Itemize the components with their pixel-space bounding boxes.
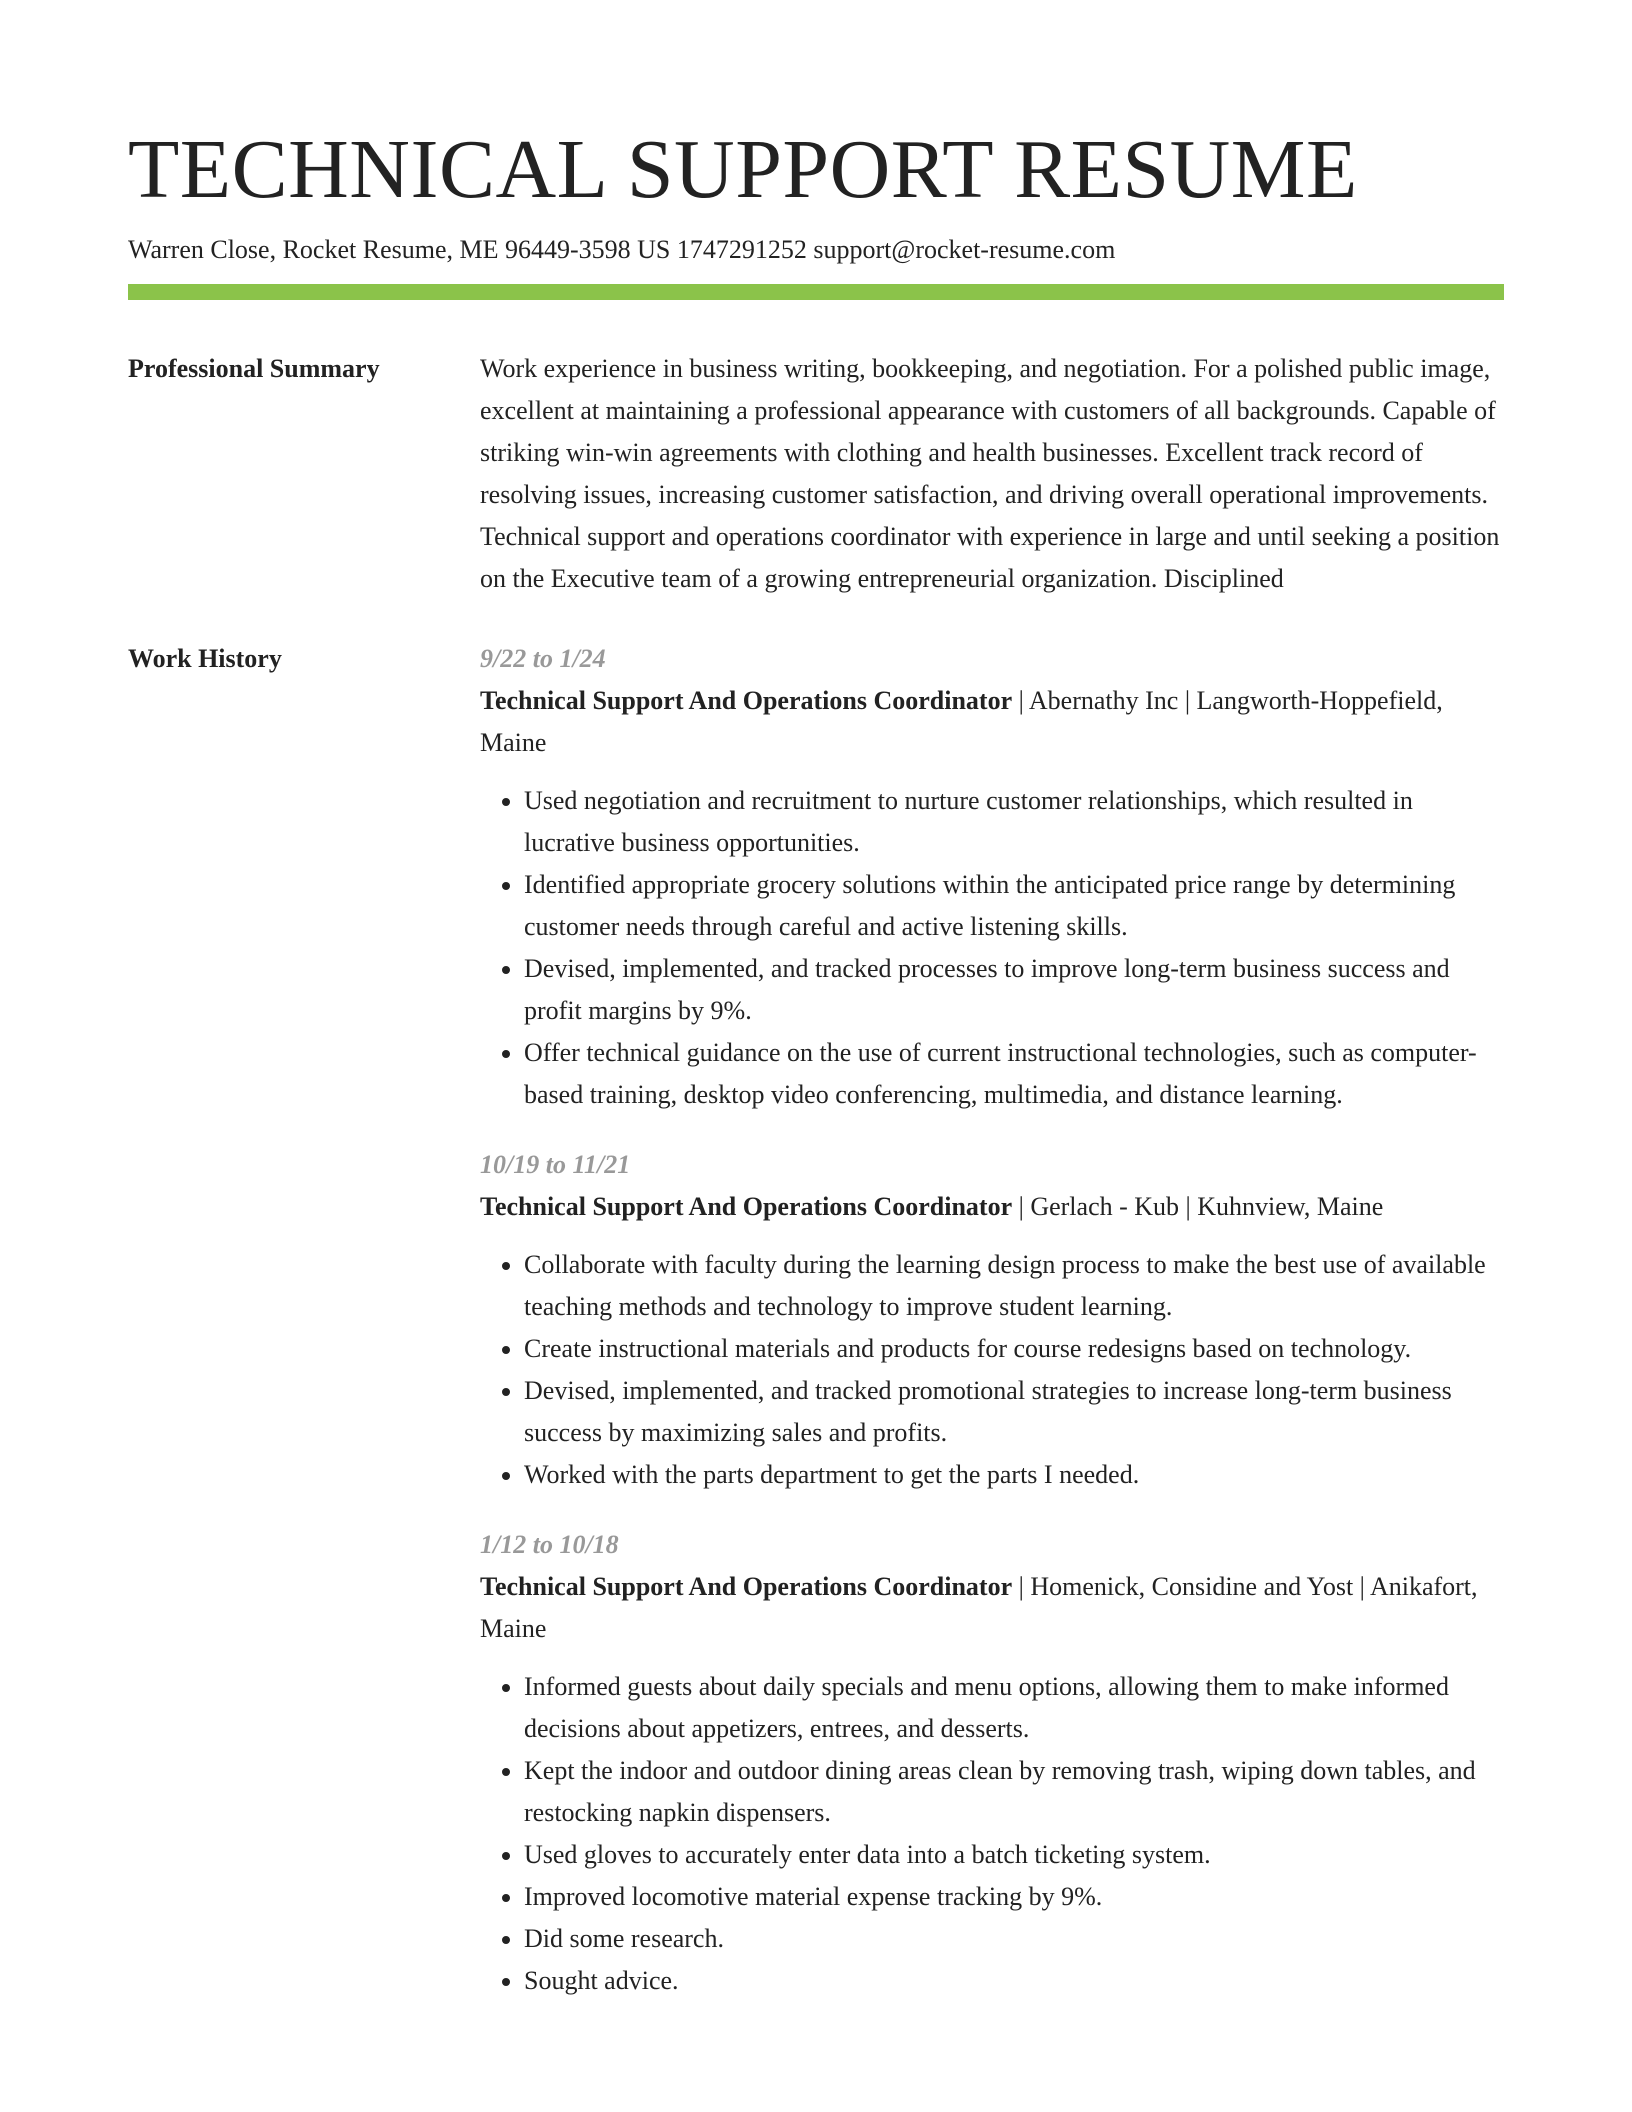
job-dates: 1/12 to 10/18 [480,1530,619,1559]
job-entry [480,1144,1504,1496]
job-bullet: • Sought advice. [524,1960,1504,2002]
summary-text: Work experience in business writing, bookkeeping, and negotiation. For a polished public image, excellent at maintaining a professional appearance with customers of all backgrounds. Capable of striking win-win agreements with clothing and health businesses. Excellent track record of resolving issues, increasing customer satisfaction, and driving overall operational improvements. Technical support and operations coordinator with experience in large and until seeking a position on the Executive team of a growing entrepreneurial organization. Disciplined [480,354,1500,593]
job-title: Technical Support And Operations Coordinator [480,1192,1013,1221]
job-bullet: • Used gloves to accurately enter data into a batch ticketing system. [524,1834,1504,1876]
job-bullet: • Informed guests about daily specials and menu options, allowing them to make informed decisions about appetizers, entrees, and desserts. [524,1666,1504,1750]
resume-title: TECHNICAL SUPPORT RESUME [128,123,1358,216]
job-title: Technical Support And Operations Coordinator [480,1572,1013,1601]
contact-line: Warren Close, Rocket Resume, ME 96449-3598 US 1747291252 support@rocket-resume.com [128,235,1116,264]
job-bullet: • Collaborate with faculty during the learning design process to make the best use of available teaching methods and technology to improve student learning. [524,1244,1504,1328]
job-dates: 10/19 to 11/21 [480,1150,631,1179]
job-bullet: • Worked with the parts department to get the parts I needed. [524,1454,1504,1496]
job-bullet: • Devised, implemented, and tracked promotional strategies to increase long-term business success by maximizing sales and profits. [524,1370,1504,1454]
job-heading [480,680,1504,764]
summary-heading: Professional Summary [128,354,380,383]
work-history-heading: Work History [128,644,282,673]
job-entry [480,1524,1504,2002]
work-history-body [480,638,1504,2002]
job-employer-location: | Gerlach - Kub | Kuhnview, Maine [1012,1192,1384,1221]
job-bullets [480,1666,1504,2002]
job-bullets [480,780,1504,1116]
work-history-section [128,638,1504,2002]
job-heading [480,1186,1504,1228]
job-bullet: • Kept the indoor and outdoor dining areas clean by removing trash, wiping down tables, and restocking napkin dispensers. [524,1750,1504,1834]
job-bullet: • Devised, implemented, and tracked processes to improve long-term business success and profit margins by 9%. [524,948,1504,1032]
job-bullet: • Offer technical guidance on the use of current instructional technologies, such as computer-based training, desktop video conferencing, multimedia, and distance learning. [524,1032,1504,1116]
resume-page [128,118,1504,2002]
job-entry [480,638,1504,1116]
job-bullet: • Identified appropriate grocery solutions within the anticipated price range by determining customer needs through careful and active listening skills. [524,864,1504,948]
job-bullet: • Improved locomotive material expense tracking by 9%. [524,1876,1504,1918]
job-bullet: • Did some research. [524,1918,1504,1960]
job-bullet: • Create instructional materials and products for course redesigns based on technology. [524,1328,1504,1370]
job-bullet: • Used negotiation and recruitment to nurture customer relationships, which resulted in lucrative business opportunities. [524,780,1504,864]
summary-section [128,348,1504,600]
summary-body [480,348,1504,600]
job-employer-location: | Abernathy Inc | Langworth-Hoppefield, Maine [480,686,1443,757]
job-bullets [480,1244,1504,1496]
job-employer-location: | Homenick, Considine and Yost | Anikafort, Maine [480,1572,1478,1643]
job-title: Technical Support And Operations Coordinator [480,686,1013,715]
job-dates: 9/22 to 1/24 [480,644,606,673]
accent-rule [128,284,1504,300]
job-heading [480,1566,1504,1650]
